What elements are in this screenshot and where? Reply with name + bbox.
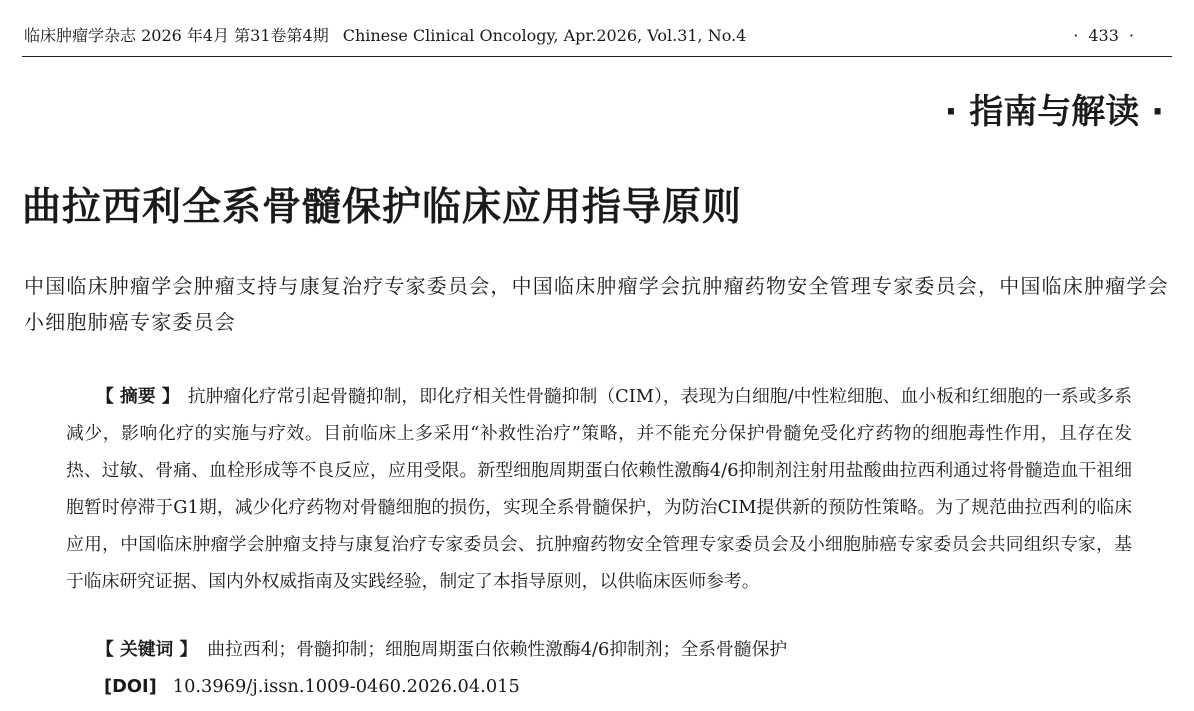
section-dot-right: · [1151, 92, 1164, 132]
journal-citation [24, 23, 746, 46]
section-label-text: 指南与解读 [969, 92, 1140, 132]
running-header [22, 20, 1172, 57]
abstract-text: 抗肿瘤化疗常引起骨髓抑制，即化疗相关性骨髓抑制（CIM），表现为白细胞/中性粒细胞、血小板和红细胞的一系或多系减少，影响化疗的实施与疗效。目前临床上多采用“补救性治疗”策略，并不能充分保护骨髓免受化疗药物的细胞毒性作用，且存在发热、过敏、骨痛、血栓形成等不良反应，应用受限。新型细胞周期蛋白依赖性激酶4/6抑制剂注射用盐酸曲拉西利通过将骨髓造血干祖细胞暂时停滞于G1期，减少化疗药物对骨髓细胞的损伤，实现全系骨髓保护，为防治CIM提供新的预防性策略。为了规范曲拉西利的临床应用，中国临床肿瘤学会肿瘤支持与康复治疗专家委员会、抗肿瘤药物安全管理专家委员会及小细胞肺癌专家委员会共同组织专家，基于临床研究证据、国内外权威指南及实践经验，制定了本指导原则，以供临床医师参考。 [66, 386, 1132, 592]
section-label [944, 84, 1164, 133]
doi-link[interactable]: 10.3969/j.issn.1009-0460.2026.04.015 [172, 676, 520, 697]
page-dot-right: · [1128, 26, 1134, 45]
doi [104, 676, 520, 697]
page-number: 433 [1088, 26, 1119, 45]
article-authors: 中国临床肿瘤学会肿瘤支持与康复治疗专家委员会，中国临床肿瘤学会抗肿瘤药物安全管理专家委员会，中国临床肿瘤学会小细胞肺癌专家委员会 [24, 274, 1169, 334]
page-number-block [1063, 26, 1144, 45]
keywords-label: 【 关键词 】 [96, 639, 198, 660]
article-title: 曲拉西利全系骨髓保护临床应用指导原则 [22, 185, 743, 230]
doi-label: [DOI] [104, 676, 157, 697]
journal-name-en: Chinese Clinical Oncology, Apr.2026, Vol.31, No.4 [342, 26, 747, 45]
page-dot-left: · [1073, 26, 1079, 45]
section-dot-left: · [944, 92, 958, 132]
journal-name-cn: 临床肿瘤学杂志 2026 年4月 第31卷第4期 [24, 26, 329, 45]
keywords [96, 636, 787, 661]
abstract-label: 【 摘要 】 [96, 386, 180, 407]
keywords-text: 曲拉西利；骨髓抑制；细胞周期蛋白依赖性激酶4/6抑制剂；全系骨髓保护 [207, 639, 788, 660]
abstract [66, 378, 1132, 600]
